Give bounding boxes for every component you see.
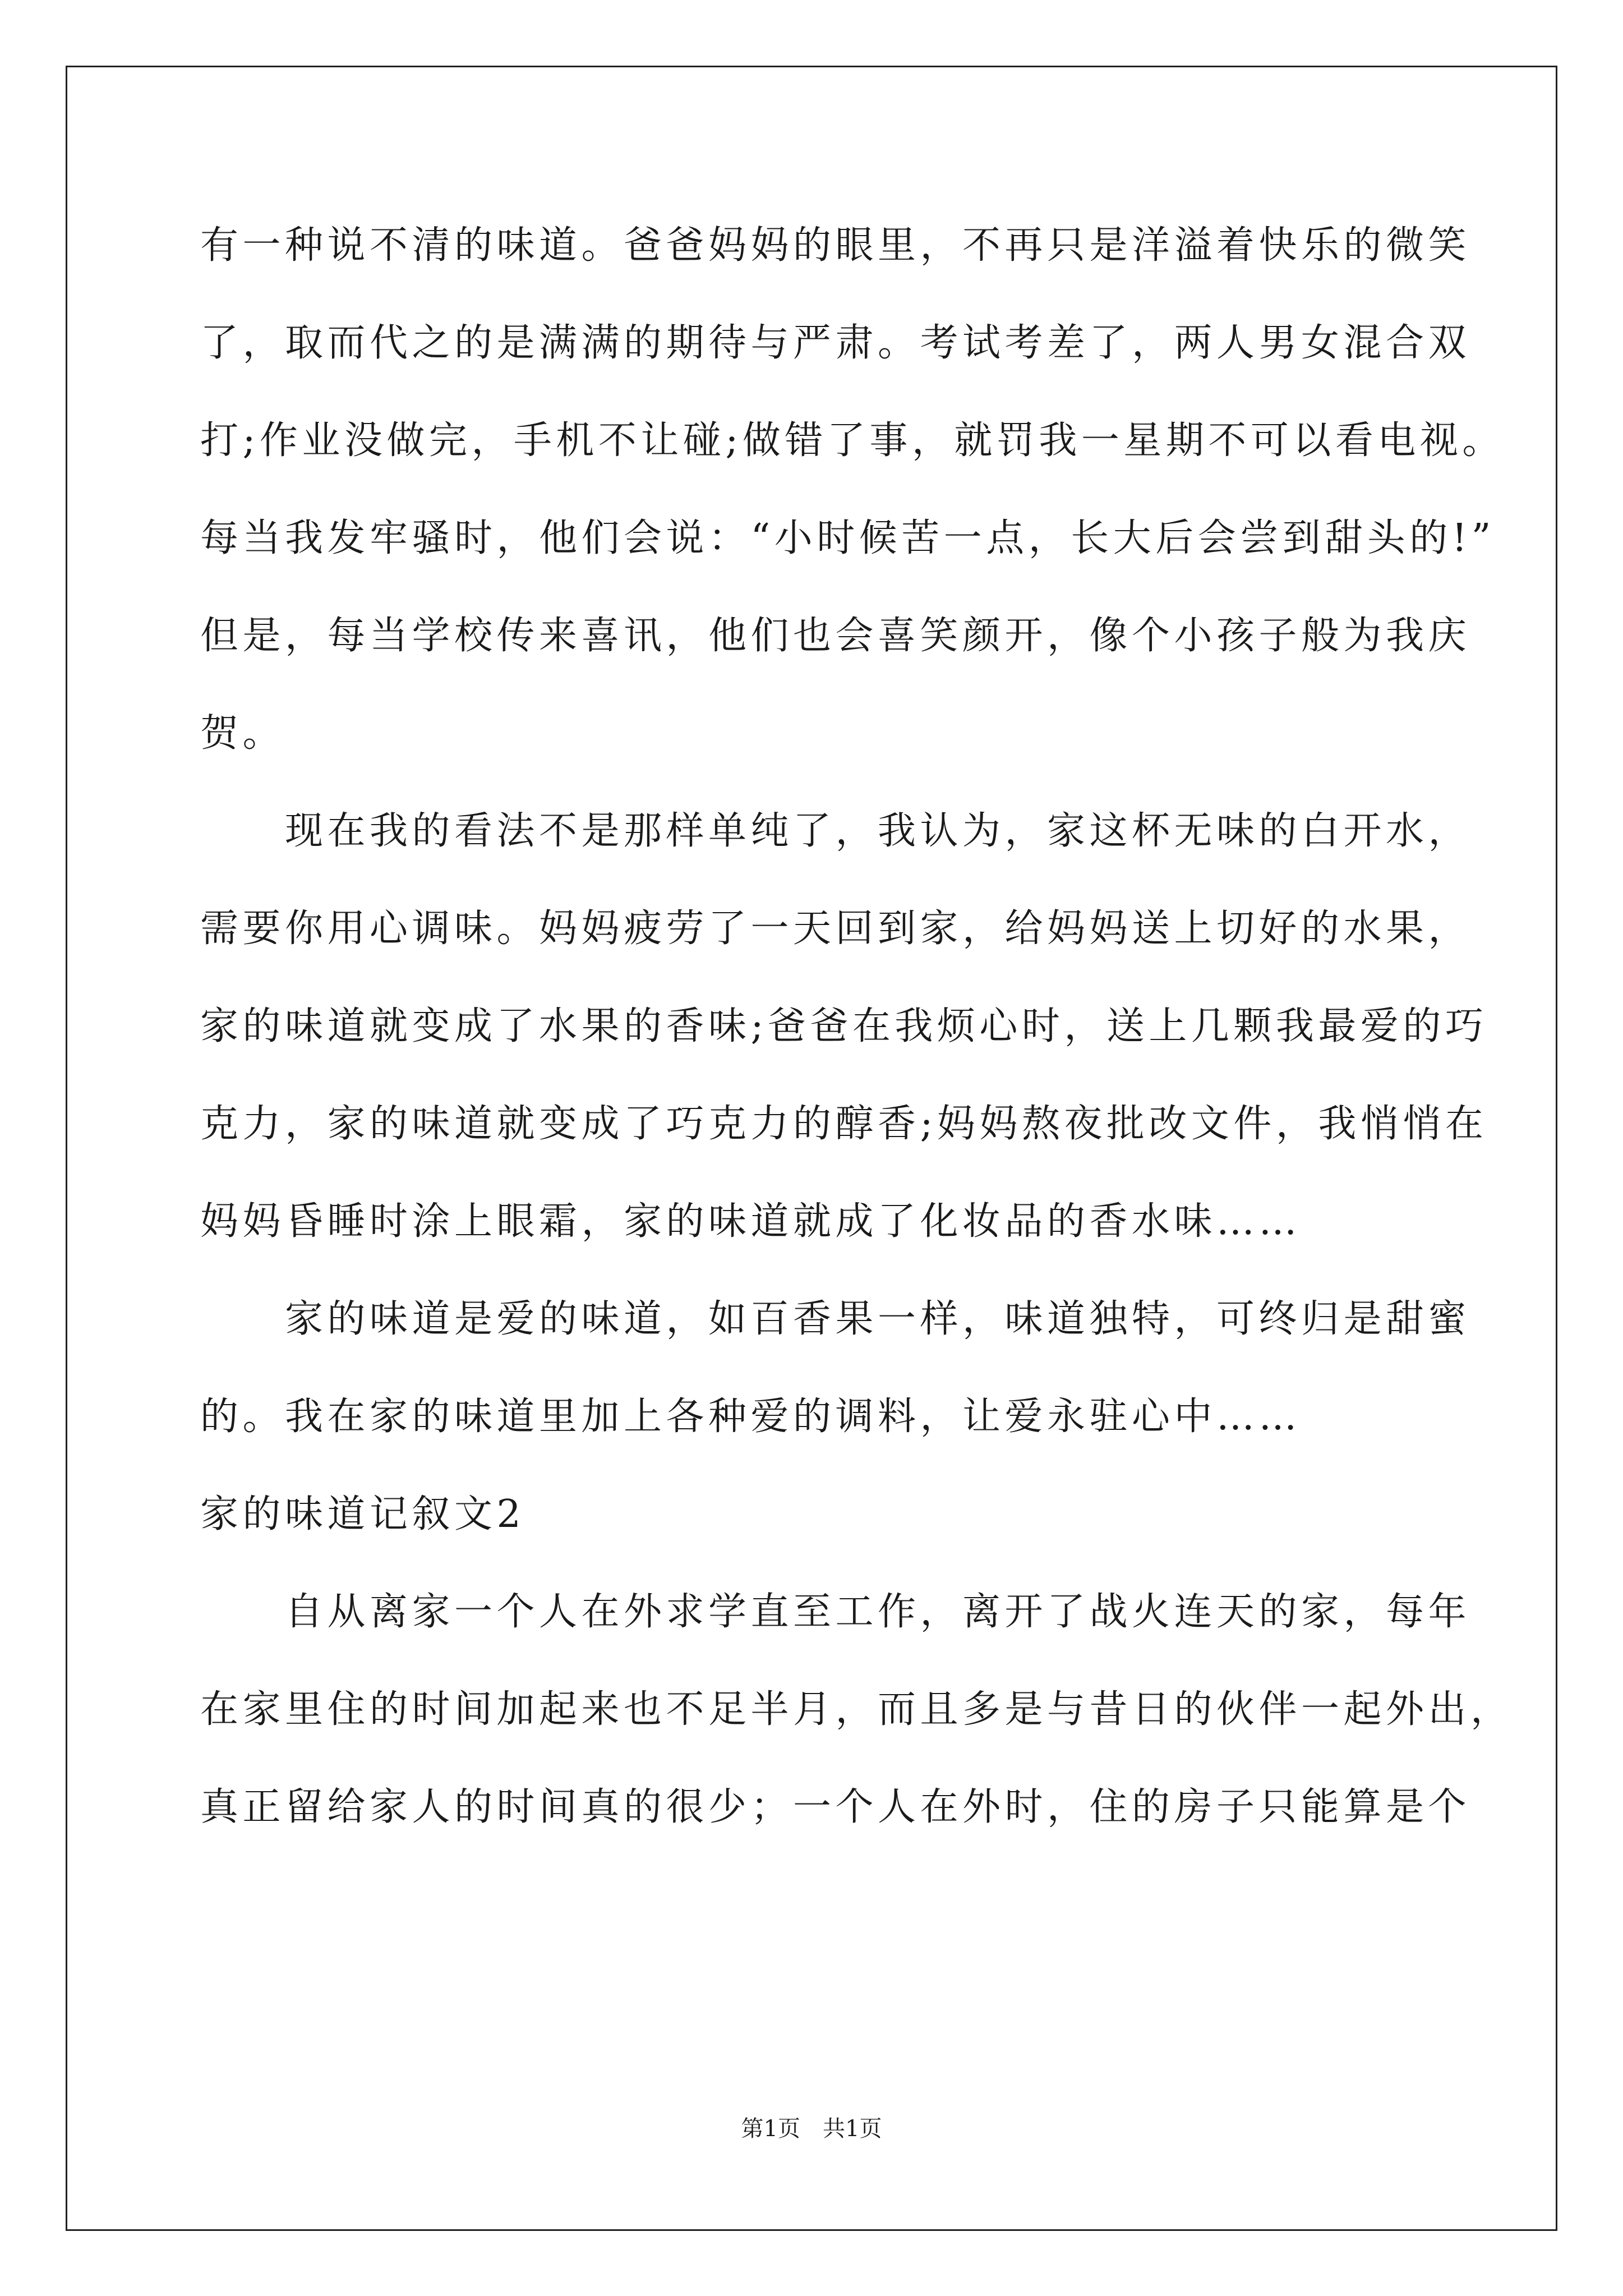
text-line: 妈妈昏睡时涂上眼霜，家的味道就成了化妆品的香水味……: [200, 1199, 1302, 1244]
text-line: 家的味道就变成了水果的香味;爸爸在我烦心时，送上几颗我最爱的巧: [200, 1004, 1488, 1048]
text-line: 家的味道是爱的味道，如百香果一样，味道独特，可终归是甜蜜: [200, 1297, 1471, 1341]
text-line: 现在我的看法不是那样单纯了，我认为，家这杯无味的白开水，: [200, 809, 1471, 853]
page-footer: 第1页 共1页: [741, 2116, 882, 2142]
text-line: 贺。: [200, 711, 285, 756]
text-line: 但是，每当学校传来喜讯，他们也会喜笑颜开，像个小孩子般为我庆: [200, 614, 1471, 658]
text-line: 的。我在家的味道里加上各种爱的调料，让爱永驻心中……: [200, 1395, 1302, 1439]
text-line: 在家里住的时间加起来也不足半月，而且多是与昔日的伙伴一起外出，: [200, 1687, 1513, 1732]
text-line: 需要你用心调味。妈妈疲劳了一天回到家，给妈妈送上切好的水果，: [200, 907, 1471, 951]
document-body: [200, 219, 1513, 1878]
text-line: 克力，家的味道就变成了巧克力的醇香;妈妈熬夜批改文件，我悄悄在: [200, 1102, 1488, 1146]
text-line: 每当我发牢骚时，他们会说：“小时候苦一点，长大后会尝到甜头的!”: [200, 516, 1495, 560]
text-line: 自从离家一个人在外求学直至工作，离开了战火连天的家，每年: [200, 1590, 1471, 1634]
text-line: 打;作业没做完，手机不让碰;做错了事，就罚我一星期不可以看电视。: [200, 418, 1505, 463]
text-line: 有一种说不清的味道。爸爸妈妈的眼里，不再只是洋溢着快乐的微笑: [200, 223, 1471, 268]
text-line: 真正留给家人的时间真的很少；一个人在外时，住的房子只能算是个: [200, 1785, 1471, 1829]
section-heading: 家的味道记叙文2: [200, 1492, 525, 1536]
text-line: 了，取而代之的是满满的期待与严肃。考试考差了，两人男女混合双: [200, 321, 1471, 365]
